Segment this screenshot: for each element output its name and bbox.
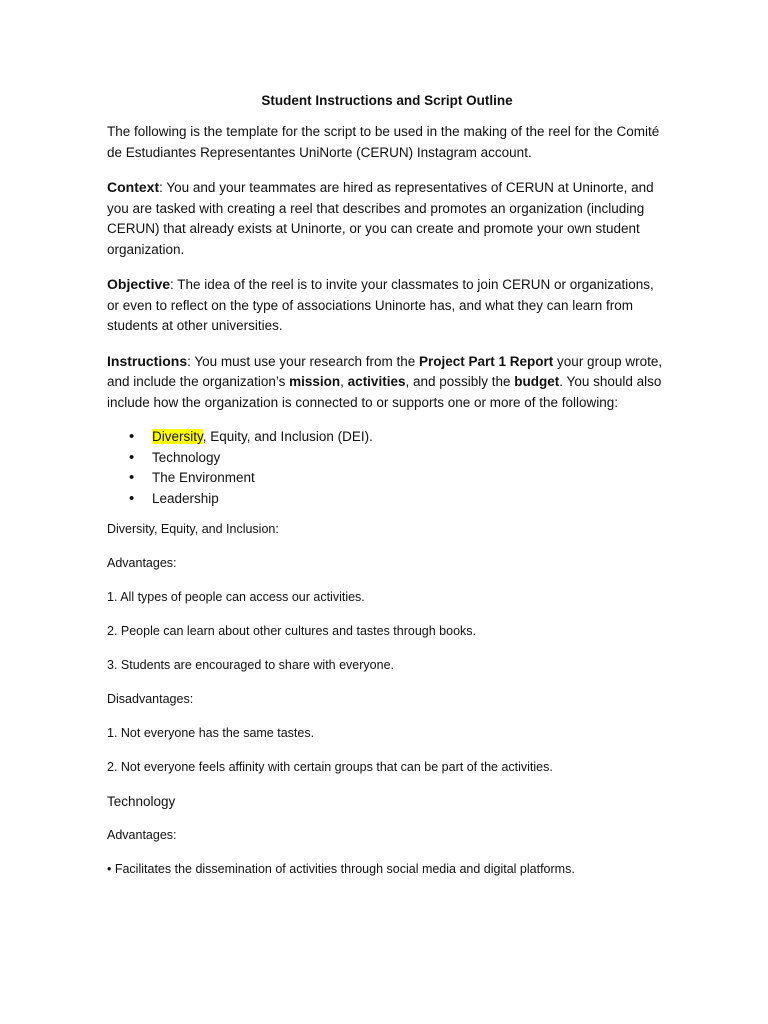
mission-term: mission [289, 374, 341, 389]
dei-disadvantage-item: 2. Not everyone feels affinity with certain groups that can be part of the activities. [107, 760, 553, 774]
dei-advantage-item: 1. All types of people can access our activities. [107, 590, 365, 604]
tech-advantage-item: • Facilitates the dissemination of activities through social media and digital platforms. [107, 862, 575, 876]
dei-heading: Diversity, Equity, and Inclusion: [107, 522, 279, 536]
list-item-text: , Equity, and Inclusion (DEI). [202, 429, 373, 444]
dei-disadvantage-item: 1. Not everyone has the same tastes. [107, 726, 315, 740]
highlighted-word: Diversity [152, 429, 203, 444]
objective-label: Objective [107, 276, 171, 292]
list-item: • The Environment [107, 468, 667, 489]
objective-text: : The idea of the reel is to invite your classmates to join CERUN or organizations, or even to reflect on the type of associations Uninorte has, and what they can learn from students at other universities. [107, 277, 654, 333]
instructions-text-4: , and possibly the [405, 374, 515, 389]
dei-advantage-item: 3. Students are encouraged to share with everyone. [107, 658, 394, 672]
instructions-text-2: your group wrote, and include the organization’s [107, 353, 663, 389]
list-item: • Leadership [107, 489, 667, 510]
intro-paragraph: The following is the template for the script to be used in the making of the reel for the Comité de Estudiantes Representantes UniNorte (CERUN) Instagram account. [107, 124, 660, 160]
instructions-paragraph [107, 351, 667, 414]
budget-term: budget [514, 374, 560, 389]
document-body [107, 92, 667, 895]
technology-heading: Technology [107, 794, 176, 809]
objective-paragraph [107, 274, 667, 337]
document-title: Student Instructions and Script Outline [261, 93, 513, 108]
list-item: • Technology [107, 448, 667, 469]
topics-list [107, 427, 667, 509]
dei-advantages-label: Advantages: [107, 556, 177, 570]
instructions-text-3: , [340, 374, 348, 389]
context-label: Context [107, 179, 160, 195]
instructions-text-5: . You should also include how the organization is connected to or supports one or more of the following: [107, 374, 662, 410]
list-item [107, 427, 667, 448]
project-report-term: Project Part 1 Report [419, 353, 554, 369]
instructions-text-1: : You must use your research from the [187, 353, 419, 369]
dei-disadvantages-label: Disadvantages: [107, 692, 194, 706]
context-text: : You and your teammates are hired as representatives of CERUN at Uninorte, and you are tasked with creating a reel that describes and promotes an organization (including CERUN) that already exists at Uninorte, or you can create and promote your own student organization. [107, 180, 654, 257]
instructions-label: Instructions [107, 352, 188, 369]
dei-advantage-item: 2. People can learn about other cultures and tastes through books. [107, 624, 476, 638]
tech-advantages-label: Advantages: [107, 828, 177, 842]
activities-term: activities [347, 374, 406, 389]
context-paragraph [107, 177, 667, 260]
